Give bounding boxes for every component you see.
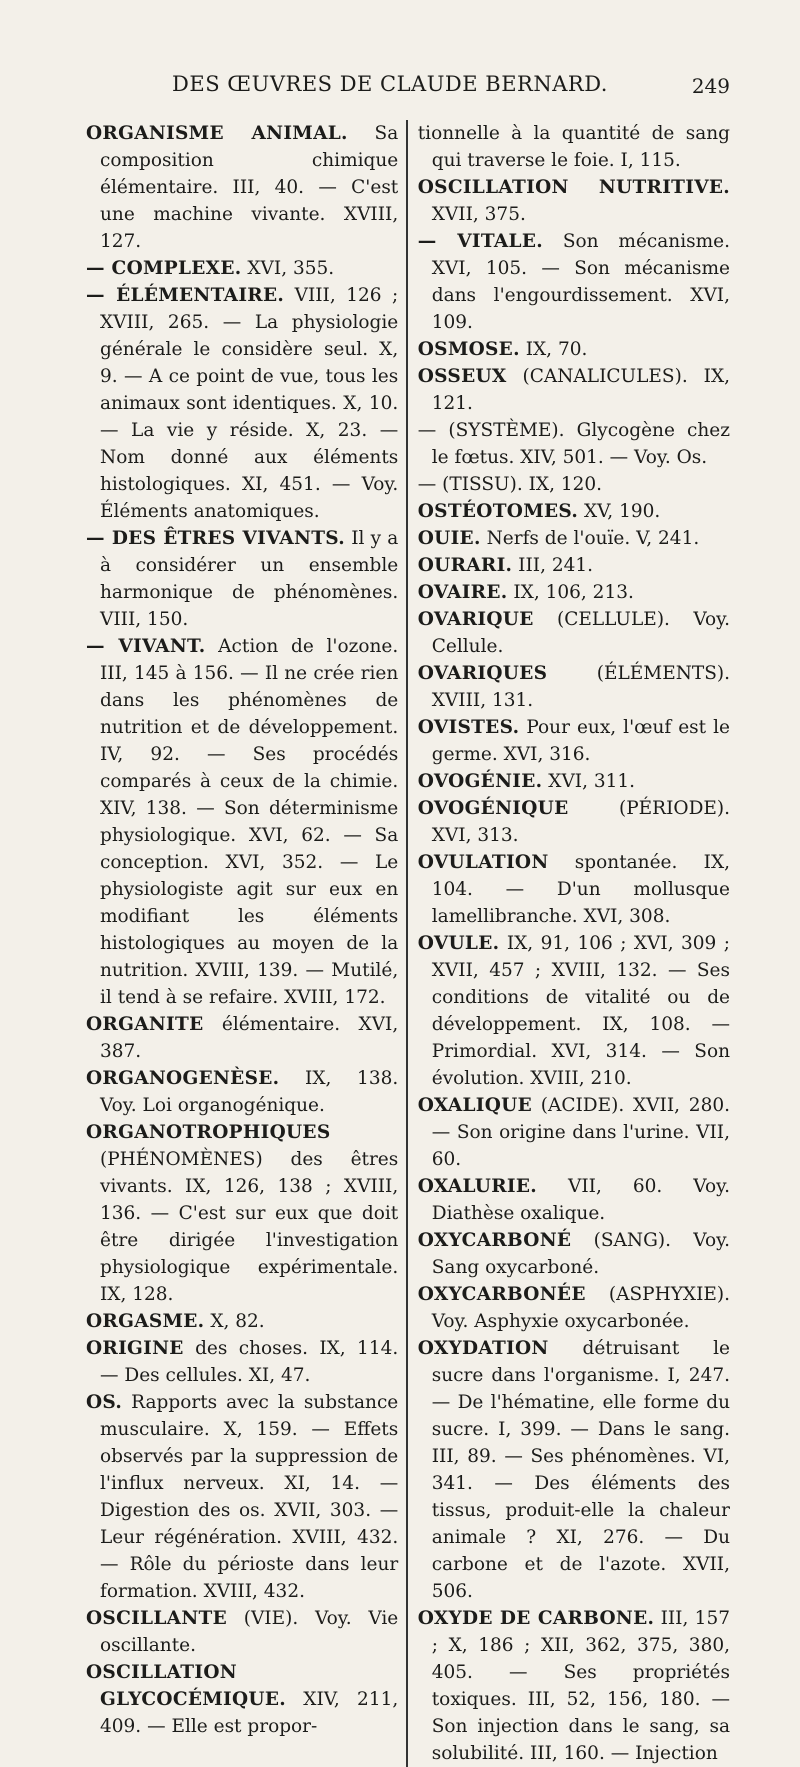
index-columns	[86, 120, 730, 1767]
entry-text: Rapports avec la substance musculaire. X, 159. — Effets observés par la suppression de l'influx nerveux. XI, 14. — Digestion des os. XVII, 303. — Leur régénération. XVIII, 432. — Rôle du périoste dans leur formation. XVIII, 432.	[100, 1392, 399, 1602]
entry-text: IX, 70.	[519, 339, 588, 360]
entry-headword: OSCILLATION NUTRITIVE.	[417, 177, 730, 198]
entry-headword: OSMOSE.	[417, 339, 520, 360]
index-entry	[418, 1173, 730, 1227]
index-entry	[86, 255, 398, 282]
entry-text: des choses. IX, 114. — Des cellules. XI, 47.	[100, 1338, 399, 1386]
entry-text: spontanée. IX, 104. — D'un mollusque lamellibranche. XVI, 308.	[431, 852, 730, 927]
entry-headword: OXYCARBONÉ	[417, 1230, 572, 1251]
entry-headword: OVOGÉNIE.	[417, 771, 543, 792]
entry-headword: ORGANOGENÈSE.	[86, 1068, 280, 1089]
entry-text: IX, 138. Voy. Loi organogénique.	[100, 1068, 399, 1116]
index-entry	[86, 1335, 398, 1389]
index-entry	[418, 417, 730, 471]
entry-text: (ASPHYXIE). Voy. Asphyxie oxycarbonée.	[431, 1284, 730, 1332]
entry-headword: OS.	[86, 1392, 123, 1413]
page-header	[90, 72, 730, 106]
entry-text: (ACIDE). XVII, 280. — Son origine dans l'urine. VII, 60.	[431, 1095, 730, 1170]
entry-headword: OVARIQUE	[417, 609, 534, 630]
entry-text: — (TISSU). IX, 120.	[417, 474, 603, 495]
entry-text: III, 157 ; X, 186 ; XII, 362, 375, 380, 405. — Ses propriétés toxiques. III, 52, 156, 180. — Son injection dans le sang, sa solubilité. III, 160. — Injection	[431, 1608, 730, 1764]
entry-headword: — DES ÊTRES VIVANTS.	[86, 528, 346, 549]
index-entry	[418, 363, 730, 417]
entry-text: Il y a à considérer un ensemble harmonique de phénomènes. VIII, 150.	[100, 528, 399, 630]
index-entry	[86, 525, 398, 633]
index-entry	[418, 525, 730, 552]
index-entry	[418, 228, 730, 336]
entry-text: VIII, 126 ; XVIII, 265. — La physiologie générale le considère seul. X, 9. — A ce point de vue, tous les animaux sont identiques. X, 10. — La vie y réside. X, 23. — Nom donné aux éléments histologiques. XI, 451. — Voy. Éléments anatomiques.	[100, 285, 399, 522]
index-entry	[418, 1092, 730, 1173]
entry-text: XVII, 375.	[431, 204, 526, 225]
index-entry	[418, 471, 730, 498]
entry-headword: OURARI.	[417, 555, 513, 576]
entry-text: (PHÉNOMÈNES) des êtres vivants. IX, 126, 138 ; XVIII, 136. — C'est sur eux que doit être dirigée l'investigation physiologique expérimentale. IX, 128.	[100, 1149, 399, 1305]
index-entry	[86, 1659, 398, 1740]
entry-headword: OXYDE DE CARBONE.	[417, 1608, 655, 1629]
index-entry	[418, 1335, 730, 1605]
entry-text: III, 241.	[512, 555, 594, 576]
entry-headword: OVISTES.	[417, 717, 520, 738]
entry-headword: OUIE.	[417, 528, 481, 549]
index-entry	[418, 606, 730, 660]
index-entry	[418, 579, 730, 606]
left-column	[86, 120, 406, 1767]
index-entry	[86, 282, 398, 525]
entry-text: VII, 60. Voy. Diathèse oxalique.	[431, 1176, 730, 1224]
entry-headword: OVULATION	[417, 852, 549, 873]
index-entry	[418, 1605, 730, 1767]
entry-headword: OXYDATION	[417, 1338, 549, 1359]
entry-text: IX, 106, 213.	[507, 582, 634, 603]
page-number: 249	[691, 74, 730, 98]
entry-headword: OXYCARBONÉE	[417, 1284, 586, 1305]
entry-text: détruisant le sucre dans l'organisme. I, 247. — De l'hématine, elle forme du sucre. I, 399. — Dans le sang. III, 89. — Ses phénomènes. VI, 341. — Des éléments des tissus, produit-elle la chaleur animale ? XI, 276. — Du carbone et de l'azote. XVII, 506.	[431, 1338, 730, 1602]
index-entry	[418, 174, 730, 228]
index-entry	[86, 120, 398, 255]
entry-text: (CELLULE). Voy. Cellule.	[431, 609, 730, 657]
entry-text: (SANG). Voy. Sang oxycarboné.	[431, 1230, 730, 1278]
entry-text: Nerfs de l'ouïe. V, 241.	[480, 528, 700, 549]
entry-text: Sa composition chimique élémentaire. III, 40. — C'est une machine vivante. XVIII, 127.	[100, 123, 399, 252]
index-entry	[86, 1119, 398, 1308]
entry-headword: — VITALE.	[417, 231, 544, 252]
entry-headword: ORGASME.	[86, 1311, 205, 1332]
entry-text: Action de l'ozone. III, 145 à 156. — Il ne crée rien dans les phénomènes de nutrition et de développement. IV, 92. — Ses procédés comparés à ceux de la chimie. XIV, 138. — Son déterminisme physiologique. XVI, 62. — Sa conception. XVI, 352. — Le physiologiste agit sur eux en modifiant les éléments histologiques au moyen de la nutrition. XVIII, 139. — Mutilé, il tend à se refaire. XVIII, 172.	[100, 636, 399, 1008]
entry-text: XV, 190.	[578, 501, 661, 522]
index-entry	[418, 1281, 730, 1335]
entry-text: — (SYSTÈME). Glycogène chez le fœtus. XIV, 501. — Voy. Os.	[417, 420, 730, 468]
entry-headword: OSSEUX	[417, 366, 507, 387]
entry-headword: — COMPLEXE.	[86, 258, 242, 279]
index-entry	[86, 1389, 398, 1605]
entry-headword: OSTÉOTOMES.	[417, 501, 579, 522]
entry-text: (CANALICULES). IX, 121.	[431, 366, 730, 414]
index-entry	[418, 714, 730, 768]
index-entry	[418, 795, 730, 849]
entry-headword: ORGANITE	[86, 1014, 204, 1035]
entry-headword: OVULE.	[417, 933, 500, 954]
entry-headword: ORGANOTROPHIQUES	[86, 1122, 331, 1143]
entry-text: tionnelle à la quantité de sang qui traverse le foie. I, 115.	[417, 123, 730, 171]
entry-headword: — VIVANT.	[86, 636, 206, 657]
entry-text: Pour eux, l'œuf est le germe. XVI, 316.	[431, 717, 730, 765]
entry-text: XVI, 355.	[241, 258, 335, 279]
right-column	[408, 120, 730, 1767]
entry-headword: OXALURIE.	[417, 1176, 537, 1197]
running-title: DES ŒUVRES DE CLAUDE BERNARD.	[172, 72, 608, 96]
entry-text: Son mécanisme. XVI, 105. — Son mécanisme dans l'engourdissement. XVI, 109.	[431, 231, 730, 333]
entry-text: (PÉRIODE). XVI, 313.	[431, 798, 730, 846]
entry-text: XIV, 211, 409. — Elle est propor-	[100, 1689, 399, 1737]
index-entry	[418, 498, 730, 525]
entry-text: X, 82.	[204, 1311, 265, 1332]
entry-text: IX, 91, 106 ; XVI, 309 ; XVII, 457 ; XVIII, 132. — Ses conditions de vitalité ou de développement. IX, 108. — Primordial. XVI, 314. — Son évolution. XVIII, 210.	[431, 933, 730, 1089]
entry-headword: OVOGÉNIQUE	[417, 798, 569, 819]
index-entry	[418, 768, 730, 795]
entry-headword: OVARIQUES	[417, 663, 548, 684]
entry-headword: ORIGINE	[86, 1338, 184, 1359]
index-entry	[418, 552, 730, 579]
index-entry	[86, 1065, 398, 1119]
index-entry	[418, 120, 730, 174]
index-entry	[418, 336, 730, 363]
entry-headword: ORGANISME ANIMAL.	[86, 123, 348, 144]
entry-headword: — ÉLÉMENTAIRE.	[86, 285, 285, 306]
index-entry	[86, 1308, 398, 1335]
entry-text: (ÉLÉMENTS). XVIII, 131.	[431, 663, 730, 711]
entry-headword: OXALIQUE	[417, 1095, 532, 1116]
index-entry	[418, 660, 730, 714]
index-entry	[86, 633, 398, 1011]
entry-headword: OVAIRE.	[417, 582, 508, 603]
index-entry	[418, 1227, 730, 1281]
index-entry	[418, 930, 730, 1092]
entry-headword: OSCILLATION GLYCOCÉMIQUE.	[86, 1662, 286, 1710]
index-entry	[86, 1011, 398, 1065]
entry-text: élémentaire. XVI, 387.	[100, 1014, 399, 1062]
index-entry	[86, 1605, 398, 1659]
entry-text: XVI, 311.	[542, 771, 636, 792]
entry-headword: OSCILLANTE	[86, 1608, 228, 1629]
entry-text: (VIE). Voy. Vie oscillante.	[100, 1608, 399, 1656]
index-entry	[418, 849, 730, 930]
